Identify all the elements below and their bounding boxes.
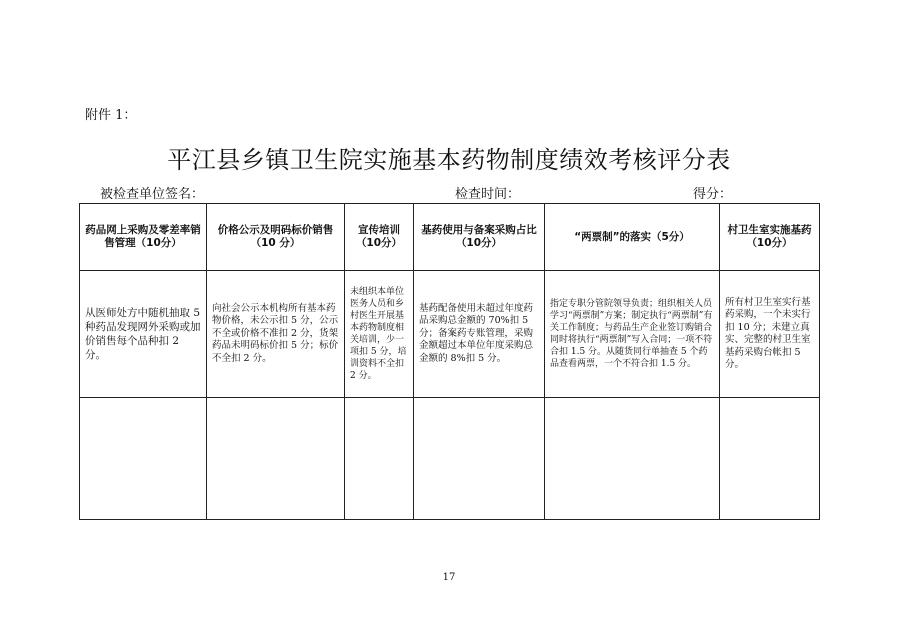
header-cell: 村卫生室实施基药（10分） — [720, 204, 820, 271]
score-entry-row — [80, 398, 820, 520]
score-entry-cell[interactable] — [545, 398, 720, 520]
score-entry-cell[interactable] — [80, 398, 207, 520]
header-cell: 基药使用与备案采购占比（10分） — [414, 204, 545, 271]
page-title: 平江县乡镇卫生院实施基本药物制度绩效考核评分表 — [167, 146, 731, 174]
header-cell: 宣传培训（10分） — [345, 204, 414, 271]
attachment-label: 附件 1： — [85, 108, 137, 123]
page-number: 17 — [442, 572, 456, 583]
score-entry-cell[interactable] — [414, 398, 545, 520]
score-entry-cell[interactable] — [720, 398, 820, 520]
header-cell: 价格公示及明码标价销售（10 分） — [207, 204, 345, 271]
scoring-table — [79, 203, 820, 520]
score-label: 得分： — [693, 187, 733, 202]
criteria-cell: 从医师处方中随机抽取 5 种药品发现网外采购或加价销售每个品种扣 2 分。 — [80, 271, 207, 398]
criteria-cell: 未组织本单位医务人员和乡村医生开展基本药物制度相关培训，少一项扣 5 分，培训资料不全扣 2 分。 — [345, 271, 414, 398]
criteria-row — [80, 271, 820, 398]
criteria-cell: 基药配备使用未超过年度药品采购总金额的 70%扣 5 分；备案药专账管理，采购金额超过本单位年度采购总金额的 8%扣 5 分。 — [414, 271, 545, 398]
criteria-cell: 所有村卫生室实行基药采购，一个未实行扣 10 分；未建立真实、完整的村卫生室基药采购台帐扣 5 分。 — [720, 271, 820, 398]
header-row — [80, 204, 820, 271]
criteria-cell: 指定专职分管院领导负责；组织相关人员学习“两票制”方案；制定执行“两票制”有关工作制度；与药品生产企业签订购销合同时将执行“两票制”写入合同；一项不符合扣 1.5 分。从随货同行单抽查 5 个药品查看两票，一个不符合扣 1.5 分。 — [545, 271, 720, 398]
header-cell: 药品网上采购及零差率销售管理（10分） — [80, 204, 207, 271]
score-entry-cell[interactable] — [345, 398, 414, 520]
inspected-unit-signature-label: 被检查单位签名： — [100, 187, 205, 202]
header-cell: “两票制”的落实（5分） — [545, 204, 720, 271]
criteria-cell: 向社会公示本机构所有基本药物价格，未公示扣 5 分，公示不全或价格不准扣 2 分，货架药品未明码标价扣 5 分；标价不全扣 2 分。 — [207, 271, 345, 398]
inspection-time-label: 检查时间： — [455, 187, 521, 202]
score-entry-cell[interactable] — [207, 398, 345, 520]
